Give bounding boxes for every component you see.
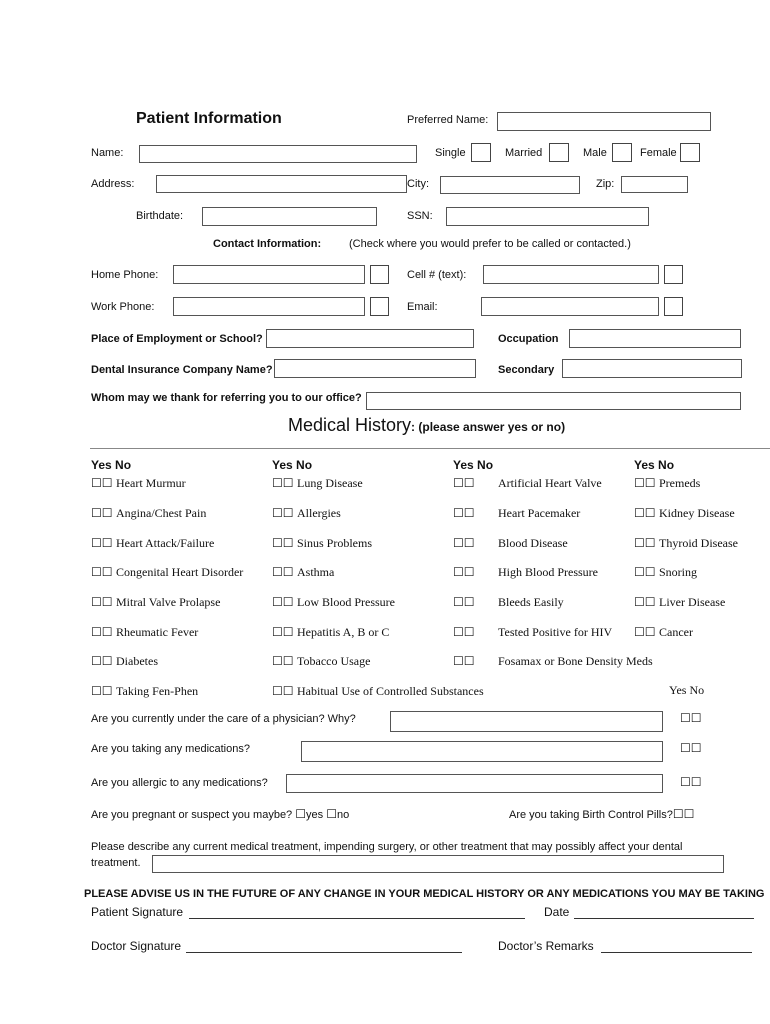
condition-label: Artificial Heart Valve: [498, 476, 602, 490]
insurance-label: Dental Insurance Company Name?: [91, 364, 273, 376]
condition-label: Rheumatic Fever: [116, 625, 199, 639]
q-allergic-label: Are you allergic to any medications?: [91, 777, 268, 789]
condition-yes-no-checkboxes[interactable]: ☐☐: [453, 654, 475, 668]
cell-field[interactable]: [483, 265, 659, 284]
condition-yes-no-checkboxes[interactable]: ☐☐: [91, 654, 113, 668]
condition-label: Lung Disease: [297, 476, 363, 490]
referral-field[interactable]: [366, 392, 741, 410]
yes-no-header-2: Yes No: [272, 458, 313, 472]
condition-label: Hepatitis A, B or C: [297, 625, 390, 639]
condition-label: Liver Disease: [659, 595, 726, 609]
condition-label: Heart Attack/Failure: [116, 536, 215, 550]
condition-label: Taking Fen-Phen: [116, 684, 199, 698]
zip-field[interactable]: [621, 176, 688, 193]
condition-label: Snoring: [659, 565, 698, 579]
condition-label: Angina/Chest Pain: [116, 506, 207, 520]
q-treatment-field[interactable]: [152, 855, 724, 873]
q-pregnant-yes-label: yes: [306, 809, 324, 821]
employment-label: Place of Employment or School?: [91, 333, 263, 345]
zip-label: Zip:: [596, 178, 615, 190]
work-phone-field[interactable]: [173, 297, 365, 316]
home-phone-checkbox[interactable]: [370, 265, 389, 284]
condition-yes-no-checkboxes[interactable]: ☐☐: [453, 625, 475, 639]
yes-no-header-3: Yes No: [453, 458, 494, 472]
preferred-name-field[interactable]: [497, 112, 711, 131]
condition-label: Asthma: [297, 565, 335, 579]
married-checkbox[interactable]: [549, 143, 569, 162]
name-field[interactable]: [139, 145, 417, 163]
medical-history-title: Medical History: [288, 415, 412, 435]
condition-label: Tested Positive for HIV: [498, 625, 613, 639]
address-field[interactable]: [156, 175, 407, 193]
female-checkbox[interactable]: [680, 143, 700, 162]
condition-label: High Blood Pressure: [498, 565, 598, 579]
condition-label: Blood Disease: [498, 536, 568, 550]
single-checkbox[interactable]: [471, 143, 491, 162]
q-birth-control-label: Are you taking Birth Control Pills?: [509, 809, 673, 821]
q-treatment-label: Please describe any current medical treatment, impending surgery, or other treatment that may possibly affect your dental: [91, 841, 683, 853]
condition-label: Heart Murmur: [116, 476, 186, 490]
medical-history-heading: [288, 415, 565, 436]
condition-yes-no-checkboxes[interactable]: ☐☐: [634, 565, 656, 579]
condition-yes-no-checkboxes[interactable]: ☐☐: [272, 565, 294, 579]
contact-info-label: Contact Information:: [213, 238, 322, 250]
date-label: Date: [544, 905, 570, 919]
contact-note: (Check where you would prefer to be called or contacted.): [349, 238, 631, 250]
condition-label: Low Blood Pressure: [297, 595, 395, 609]
condition-label: Sinus Problems: [297, 536, 373, 550]
email-field[interactable]: [481, 297, 659, 316]
q-pregnant: [91, 807, 349, 822]
condition-yes-no-checkboxes[interactable]: ☐☐: [453, 476, 475, 490]
condition-yes-no-checkboxes[interactable]: ☐☐: [453, 506, 475, 520]
condition-yes-no-checkboxes[interactable]: ☐☐: [91, 506, 113, 520]
male-checkbox[interactable]: [612, 143, 632, 162]
condition-yes-no-checkboxes[interactable]: ☐☐: [272, 595, 294, 609]
condition-yes-no-checkboxes[interactable]: ☐☐: [272, 506, 294, 520]
email-checkbox[interactable]: [664, 297, 683, 316]
condition-label: Fosamax or Bone Density Meds: [498, 654, 653, 668]
q-medications-field[interactable]: [301, 741, 663, 762]
q-physician-field[interactable]: [390, 711, 663, 732]
condition-label: Allergies: [297, 506, 341, 520]
work-phone-label: Work Phone:: [91, 301, 155, 313]
q-physician-label: Are you currently under the care of a physician? Why?: [91, 713, 356, 725]
q-pregnant-no-label: no: [336, 809, 350, 821]
q-allergic-checkboxes[interactable]: ☐☐: [680, 775, 702, 789]
female-label: Female: [640, 147, 677, 159]
q-pregnant-yes-checkbox[interactable]: ☐: [295, 807, 307, 821]
ssn-label: SSN:: [407, 210, 433, 222]
doctor-signature-line[interactable]: [186, 952, 462, 953]
section-title-patient-info: Patient Information: [136, 110, 282, 127]
yes-no-header-1: Yes No: [91, 458, 132, 472]
q-treatment-label-2: treatment.: [91, 857, 141, 869]
work-phone-checkbox[interactable]: [370, 297, 389, 316]
cell-label: Cell # (text):: [407, 269, 467, 281]
q-birth-control-checkboxes[interactable]: ☐☐: [672, 807, 695, 821]
q-pregnant-no-checkbox[interactable]: ☐: [326, 807, 337, 821]
condition-yes-no-checkboxes[interactable]: ☐☐: [272, 536, 294, 550]
condition-yes-no-checkboxes[interactable]: ☐☐: [91, 595, 113, 609]
condition-label: Bleeds Easily: [498, 595, 564, 609]
condition-yes-no-checkboxes[interactable]: ☐☐: [272, 654, 294, 668]
secondary-field[interactable]: [562, 359, 742, 378]
q-birth-control: [509, 807, 694, 822]
doctor-signature-label: Doctor Signature: [91, 939, 182, 953]
cell-checkbox[interactable]: [664, 265, 683, 284]
single-label: Single: [435, 147, 466, 159]
occupation-label: Occupation: [498, 333, 559, 345]
condition-yes-no-checkboxes[interactable]: ☐☐: [91, 536, 113, 550]
birthdate-field[interactable]: [202, 207, 377, 226]
condition-yes-no-checkboxes[interactable]: ☐☐: [272, 684, 294, 698]
patient-signature-line[interactable]: [189, 918, 525, 919]
q-physician-checkboxes[interactable]: ☐☐: [680, 711, 702, 725]
insurance-field[interactable]: [274, 359, 476, 378]
city-field[interactable]: [440, 176, 580, 194]
home-phone-label: Home Phone:: [91, 269, 159, 281]
condition-label: Cancer: [659, 625, 693, 639]
condition-label: Congenital Heart Disorder: [116, 565, 244, 579]
home-phone-field[interactable]: [173, 265, 365, 284]
condition-yes-no-checkboxes[interactable]: ☐☐: [634, 595, 656, 609]
condition-yes-no-checkboxes[interactable]: ☐☐: [91, 684, 113, 698]
condition-yes-no-checkboxes[interactable]: ☐☐: [453, 595, 475, 609]
city-label: City:: [407, 178, 429, 190]
condition-yes-no-checkboxes[interactable]: ☐☐: [91, 625, 113, 639]
condition-label: Thyroid Disease: [659, 536, 738, 550]
condition-label: Heart Pacemaker: [498, 506, 581, 520]
occupation-field[interactable]: [569, 329, 741, 348]
doctor-remarks-label: Doctor’s Remarks: [498, 939, 594, 953]
condition-yes-no-checkboxes[interactable]: ☐☐: [91, 565, 113, 579]
yes-no-header-questions: Yes No: [669, 683, 705, 697]
email-label: Email:: [407, 301, 438, 313]
q-medications-checkboxes[interactable]: ☐☐: [680, 741, 702, 755]
patient-signature-label: Patient Signature: [91, 905, 184, 919]
q-allergic-field[interactable]: [286, 774, 663, 793]
condition-yes-no-checkboxes[interactable]: ☐☐: [634, 536, 656, 550]
married-label: Married: [505, 147, 543, 159]
condition-yes-no-checkboxes[interactable]: ☐☐: [634, 506, 656, 520]
doctor-remarks-line[interactable]: [601, 952, 752, 953]
birthdate-label: Birthdate:: [136, 210, 184, 222]
condition-yes-no-checkboxes[interactable]: ☐☐: [634, 476, 656, 490]
condition-label: Kidney Disease: [659, 506, 735, 520]
address-label: Address:: [91, 178, 135, 190]
condition-yes-no-checkboxes[interactable]: ☐☐: [634, 625, 656, 639]
date-line[interactable]: [574, 918, 754, 919]
condition-label: Habitual Use of Controlled Substances: [297, 684, 484, 698]
male-label: Male: [583, 147, 607, 159]
section-divider: [90, 448, 770, 449]
advise-notice: PLEASE ADVISE US IN THE FUTURE OF ANY CHANGE IN YOUR MEDICAL HISTORY OR ANY MEDICATIONS YOU MAY BE TAKING: [84, 888, 765, 900]
condition-yes-no-checkboxes[interactable]: ☐☐: [453, 565, 475, 579]
name-label: Name:: [91, 147, 124, 159]
condition-label: Premeds: [659, 476, 701, 490]
condition-yes-no-checkboxes[interactable]: ☐☐: [272, 476, 294, 490]
secondary-label: Secondary: [498, 364, 555, 376]
q-medications-label: Are you taking any medications?: [91, 743, 250, 755]
yes-no-header-4: Yes No: [634, 458, 675, 472]
medical-history-subtitle: : (please answer yes or no): [411, 420, 566, 434]
referral-label: Whom may we thank for referring you to our office?: [91, 392, 362, 404]
condition-label: Diabetes: [116, 654, 158, 668]
condition-yes-no-checkboxes[interactable]: ☐☐: [272, 625, 294, 639]
condition-yes-no-checkboxes[interactable]: ☐☐: [453, 536, 475, 550]
preferred-name-label: Preferred Name:: [407, 114, 489, 126]
employment-field[interactable]: [266, 329, 474, 348]
ssn-field[interactable]: [446, 207, 649, 226]
condition-label: Tobacco Usage: [297, 654, 371, 668]
q-pregnant-label: Are you pregnant or suspect you maybe?: [91, 809, 293, 821]
condition-yes-no-checkboxes[interactable]: ☐☐: [91, 476, 113, 490]
condition-label: Mitral Valve Prolapse: [116, 595, 221, 609]
